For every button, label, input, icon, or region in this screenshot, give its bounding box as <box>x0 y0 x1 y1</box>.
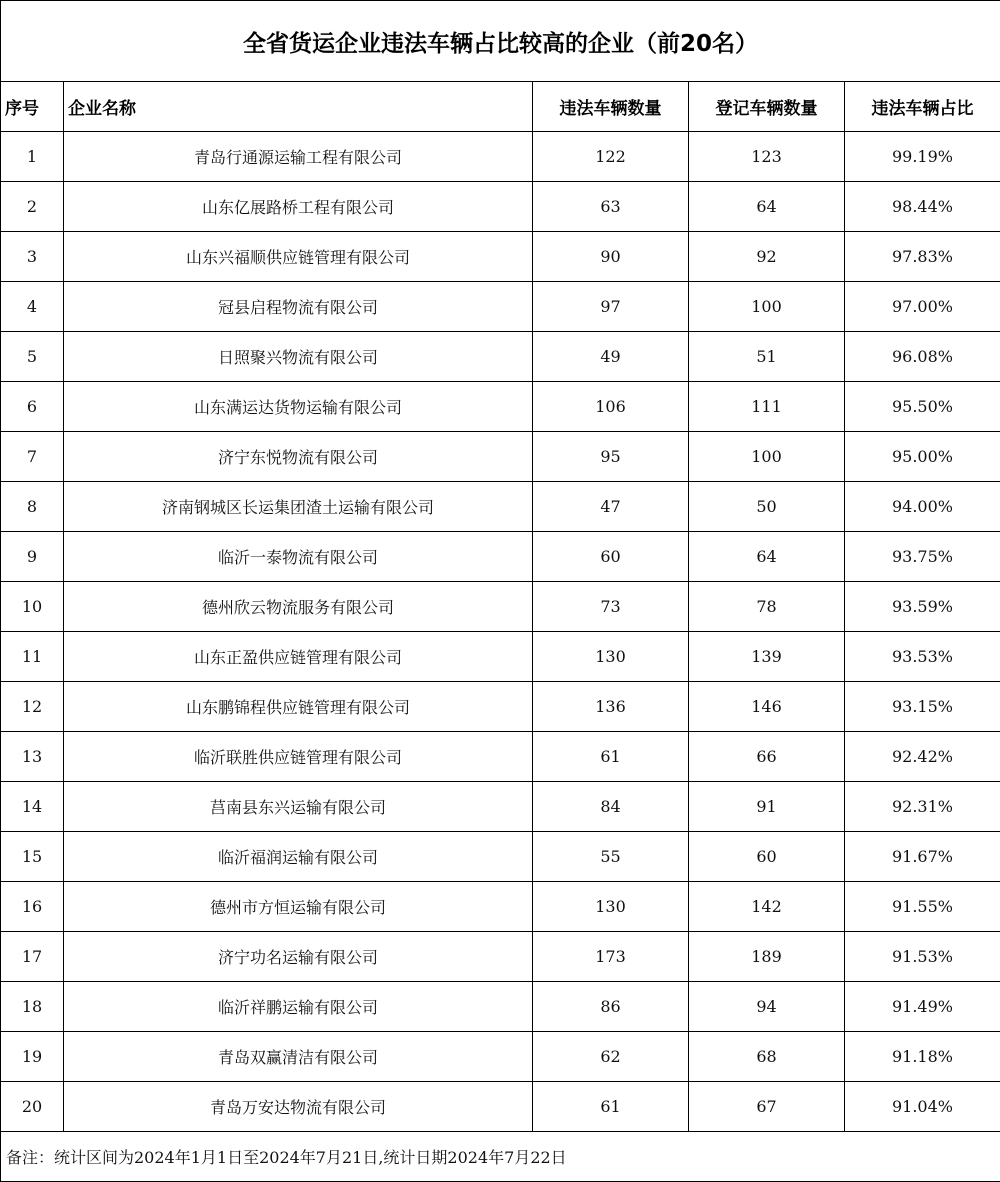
cell-index: 1 <box>1 132 64 182</box>
table-row <box>1 632 1000 682</box>
cell-violation-ratio: 92.42% <box>845 732 1000 782</box>
cell-registered-count: 146 <box>689 682 845 732</box>
cell-index: 5 <box>1 332 64 382</box>
cell-violation-count: 97 <box>533 282 689 332</box>
cell-registered-count: 142 <box>689 882 845 932</box>
cell-company: 山东亿展路桥工程有限公司 <box>64 182 533 232</box>
cell-violation-ratio: 92.31% <box>845 782 1000 832</box>
table-note: 备注：统计区间为2024年1月1日至2024年7月21日,统计日期2024年7月22日 <box>1 1132 1000 1182</box>
header-company: 企业名称 <box>64 82 533 132</box>
cell-violation-count: 106 <box>533 382 689 432</box>
table-row <box>1 482 1000 532</box>
table-row <box>1 832 1000 882</box>
cell-company: 山东正盈供应链管理有限公司 <box>64 632 533 682</box>
cell-violation-ratio: 94.00% <box>845 482 1000 532</box>
cell-company: 德州欣云物流服务有限公司 <box>64 582 533 632</box>
table-row <box>1 932 1000 982</box>
table-row <box>1 282 1000 332</box>
cell-company: 山东满运达货物运输有限公司 <box>64 382 533 432</box>
cell-registered-count: 100 <box>689 432 845 482</box>
cell-registered-count: 139 <box>689 632 845 682</box>
cell-registered-count: 64 <box>689 182 845 232</box>
cell-registered-count: 111 <box>689 382 845 432</box>
cell-registered-count: 66 <box>689 732 845 782</box>
cell-registered-count: 51 <box>689 332 845 382</box>
header-violation-ratio: 违法车辆占比 <box>845 82 1000 132</box>
header-row <box>1 82 1000 132</box>
cell-company: 临沂福润运输有限公司 <box>64 832 533 882</box>
table-row <box>1 232 1000 282</box>
cell-violation-count: 95 <box>533 432 689 482</box>
cell-index: 10 <box>1 582 64 632</box>
cell-violation-count: 62 <box>533 1032 689 1082</box>
cell-registered-count: 68 <box>689 1032 845 1082</box>
cell-violation-count: 86 <box>533 982 689 1032</box>
cell-index: 4 <box>1 282 64 332</box>
cell-violation-ratio: 93.75% <box>845 532 1000 582</box>
cell-company: 山东兴福顺供应链管理有限公司 <box>64 232 533 282</box>
cell-registered-count: 50 <box>689 482 845 532</box>
cell-company: 莒南县东兴运输有限公司 <box>64 782 533 832</box>
cell-index: 7 <box>1 432 64 482</box>
cell-violation-count: 130 <box>533 632 689 682</box>
cell-violation-count: 49 <box>533 332 689 382</box>
cell-index: 2 <box>1 182 64 232</box>
cell-company: 日照聚兴物流有限公司 <box>64 332 533 382</box>
cell-violation-count: 90 <box>533 232 689 282</box>
cell-company: 济宁东悦物流有限公司 <box>64 432 533 482</box>
cell-company: 临沂一泰物流有限公司 <box>64 532 533 582</box>
cell-company: 济南钢城区长运集团渣土运输有限公司 <box>64 482 533 532</box>
cell-violation-count: 84 <box>533 782 689 832</box>
cell-violation-ratio: 95.50% <box>845 382 1000 432</box>
cell-violation-ratio: 91.55% <box>845 882 1000 932</box>
cell-registered-count: 78 <box>689 582 845 632</box>
table-title: 全省货运企业违法车辆占比较高的企业（前20名） <box>1 1 1000 82</box>
cell-violation-ratio: 98.44% <box>845 182 1000 232</box>
table-row <box>1 182 1000 232</box>
cell-registered-count: 67 <box>689 1082 845 1132</box>
table-row <box>1 782 1000 832</box>
cell-violation-count: 61 <box>533 732 689 782</box>
table-row <box>1 682 1000 732</box>
cell-company: 青岛双赢清洁有限公司 <box>64 1032 533 1082</box>
cell-index: 15 <box>1 832 64 882</box>
cell-registered-count: 64 <box>689 532 845 582</box>
cell-violation-ratio: 97.83% <box>845 232 1000 282</box>
cell-violation-ratio: 91.53% <box>845 932 1000 982</box>
table-row <box>1 1082 1000 1132</box>
cell-registered-count: 91 <box>689 782 845 832</box>
note-row <box>1 1132 1000 1182</box>
cell-violation-count: 122 <box>533 132 689 182</box>
cell-company: 临沂祥鹏运输有限公司 <box>64 982 533 1032</box>
cell-violation-count: 47 <box>533 482 689 532</box>
cell-violation-ratio: 93.59% <box>845 582 1000 632</box>
cell-index: 17 <box>1 932 64 982</box>
cell-violation-count: 136 <box>533 682 689 732</box>
cell-registered-count: 100 <box>689 282 845 332</box>
cell-company: 临沂联胜供应链管理有限公司 <box>64 732 533 782</box>
cell-index: 19 <box>1 1032 64 1082</box>
cell-registered-count: 123 <box>689 132 845 182</box>
cell-index: 18 <box>1 982 64 1032</box>
cell-index: 16 <box>1 882 64 932</box>
cell-violation-ratio: 91.49% <box>845 982 1000 1032</box>
cell-company: 山东鹏锦程供应链管理有限公司 <box>64 682 533 732</box>
header-violation-count: 违法车辆数量 <box>533 82 689 132</box>
header-index: 序号 <box>1 82 64 132</box>
table-row <box>1 332 1000 382</box>
cell-violation-ratio: 97.00% <box>845 282 1000 332</box>
table-row <box>1 732 1000 782</box>
cell-violation-count: 55 <box>533 832 689 882</box>
cell-index: 11 <box>1 632 64 682</box>
table-row <box>1 1032 1000 1082</box>
cell-violation-count: 60 <box>533 532 689 582</box>
cell-index: 12 <box>1 682 64 732</box>
cell-index: 14 <box>1 782 64 832</box>
cell-registered-count: 94 <box>689 982 845 1032</box>
cell-registered-count: 92 <box>689 232 845 282</box>
table-row <box>1 982 1000 1032</box>
cell-index: 20 <box>1 1082 64 1132</box>
table-row <box>1 582 1000 632</box>
cell-violation-ratio: 93.53% <box>845 632 1000 682</box>
cell-violation-ratio: 93.15% <box>845 682 1000 732</box>
table-row <box>1 132 1000 182</box>
cell-index: 9 <box>1 532 64 582</box>
cell-violation-count: 130 <box>533 882 689 932</box>
cell-index: 3 <box>1 232 64 282</box>
cell-index: 13 <box>1 732 64 782</box>
cell-violation-count: 73 <box>533 582 689 632</box>
table-row <box>1 432 1000 482</box>
table-row <box>1 532 1000 582</box>
cell-company: 德州市方恒运输有限公司 <box>64 882 533 932</box>
cell-violation-count: 173 <box>533 932 689 982</box>
cell-registered-count: 60 <box>689 832 845 882</box>
cell-company: 济宁功名运输有限公司 <box>64 932 533 982</box>
cell-violation-ratio: 96.08% <box>845 332 1000 382</box>
cell-company: 青岛行通源运输工程有限公司 <box>64 132 533 182</box>
cell-violation-ratio: 91.18% <box>845 1032 1000 1082</box>
cell-registered-count: 189 <box>689 932 845 982</box>
cell-company: 青岛万安达物流有限公司 <box>64 1082 533 1132</box>
title-row <box>1 1 1000 82</box>
cell-index: 8 <box>1 482 64 532</box>
cell-violation-ratio: 91.04% <box>845 1082 1000 1132</box>
cell-violation-count: 61 <box>533 1082 689 1132</box>
cell-index: 6 <box>1 382 64 432</box>
table-row <box>1 882 1000 932</box>
cell-violation-count: 63 <box>533 182 689 232</box>
cell-company: 冠县启程物流有限公司 <box>64 282 533 332</box>
header-registered-count: 登记车辆数量 <box>689 82 845 132</box>
cell-violation-ratio: 91.67% <box>845 832 1000 882</box>
cell-violation-ratio: 95.00% <box>845 432 1000 482</box>
table-row <box>1 382 1000 432</box>
cell-violation-ratio: 99.19% <box>845 132 1000 182</box>
